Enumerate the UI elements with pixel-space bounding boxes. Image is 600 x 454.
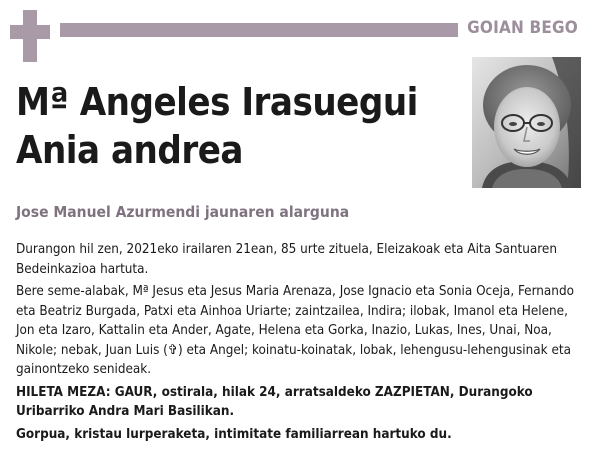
portrait-photo (472, 57, 581, 188)
cross-horizontal-bar (10, 25, 50, 39)
deceased-name (16, 78, 456, 174)
deceased-name-line1: Mª Angeles Irasuegui (16, 80, 418, 124)
latin-cross-icon (10, 10, 50, 62)
death-notice-paragraph: Durangon hil zen, 2021eko irailaren 21ean, 85 urte zituela, Eleizakoak eta Aita Santuaren Bedeinkazioa hartuta. (16, 242, 557, 277)
family-paragraph: Bere seme-alabak, Mª Jesus eta Jesus Maria Arenaza, Jose Ignacio eta Sonia Oceja, Fernando eta Beatriz Burgada, Patxi eta Ainhoa Uriarte; zaintzailea, Indira; ilobak, Imanol eta Helene, Jon eta Izaro, Kattalin eta Ander, Agate, Helena eta Gorka, Inazio, Lukas, Ines, Unai, Noa, Nikole; nebak, Juan Luis (✞) eta Angel; koinatu-koinatak, lobak, lehengusu-lehengusinak eta gainontzeko senideak. (16, 284, 574, 377)
deceased-subtitle: Jose Manuel Azurmendi jaunaren alarguna (16, 203, 350, 221)
header-label: GOIAN BEGO (467, 18, 578, 38)
obituary-body (16, 240, 582, 447)
deceased-name-line2: Ania andrea (16, 128, 243, 172)
funeral-paragraph: HILETA MEZA: GAUR, ostirala, hilak 24, arratsaldeko ZAZPIETAN, Durangoko Uribarriko Andra Mari Basilikan. (16, 384, 533, 419)
portrait-image (472, 57, 581, 188)
header-divider-bar (60, 23, 458, 37)
burial-paragraph: Gorpua, kristau lurperaketa, intimitate familiarrean hartuko du. (16, 426, 452, 442)
